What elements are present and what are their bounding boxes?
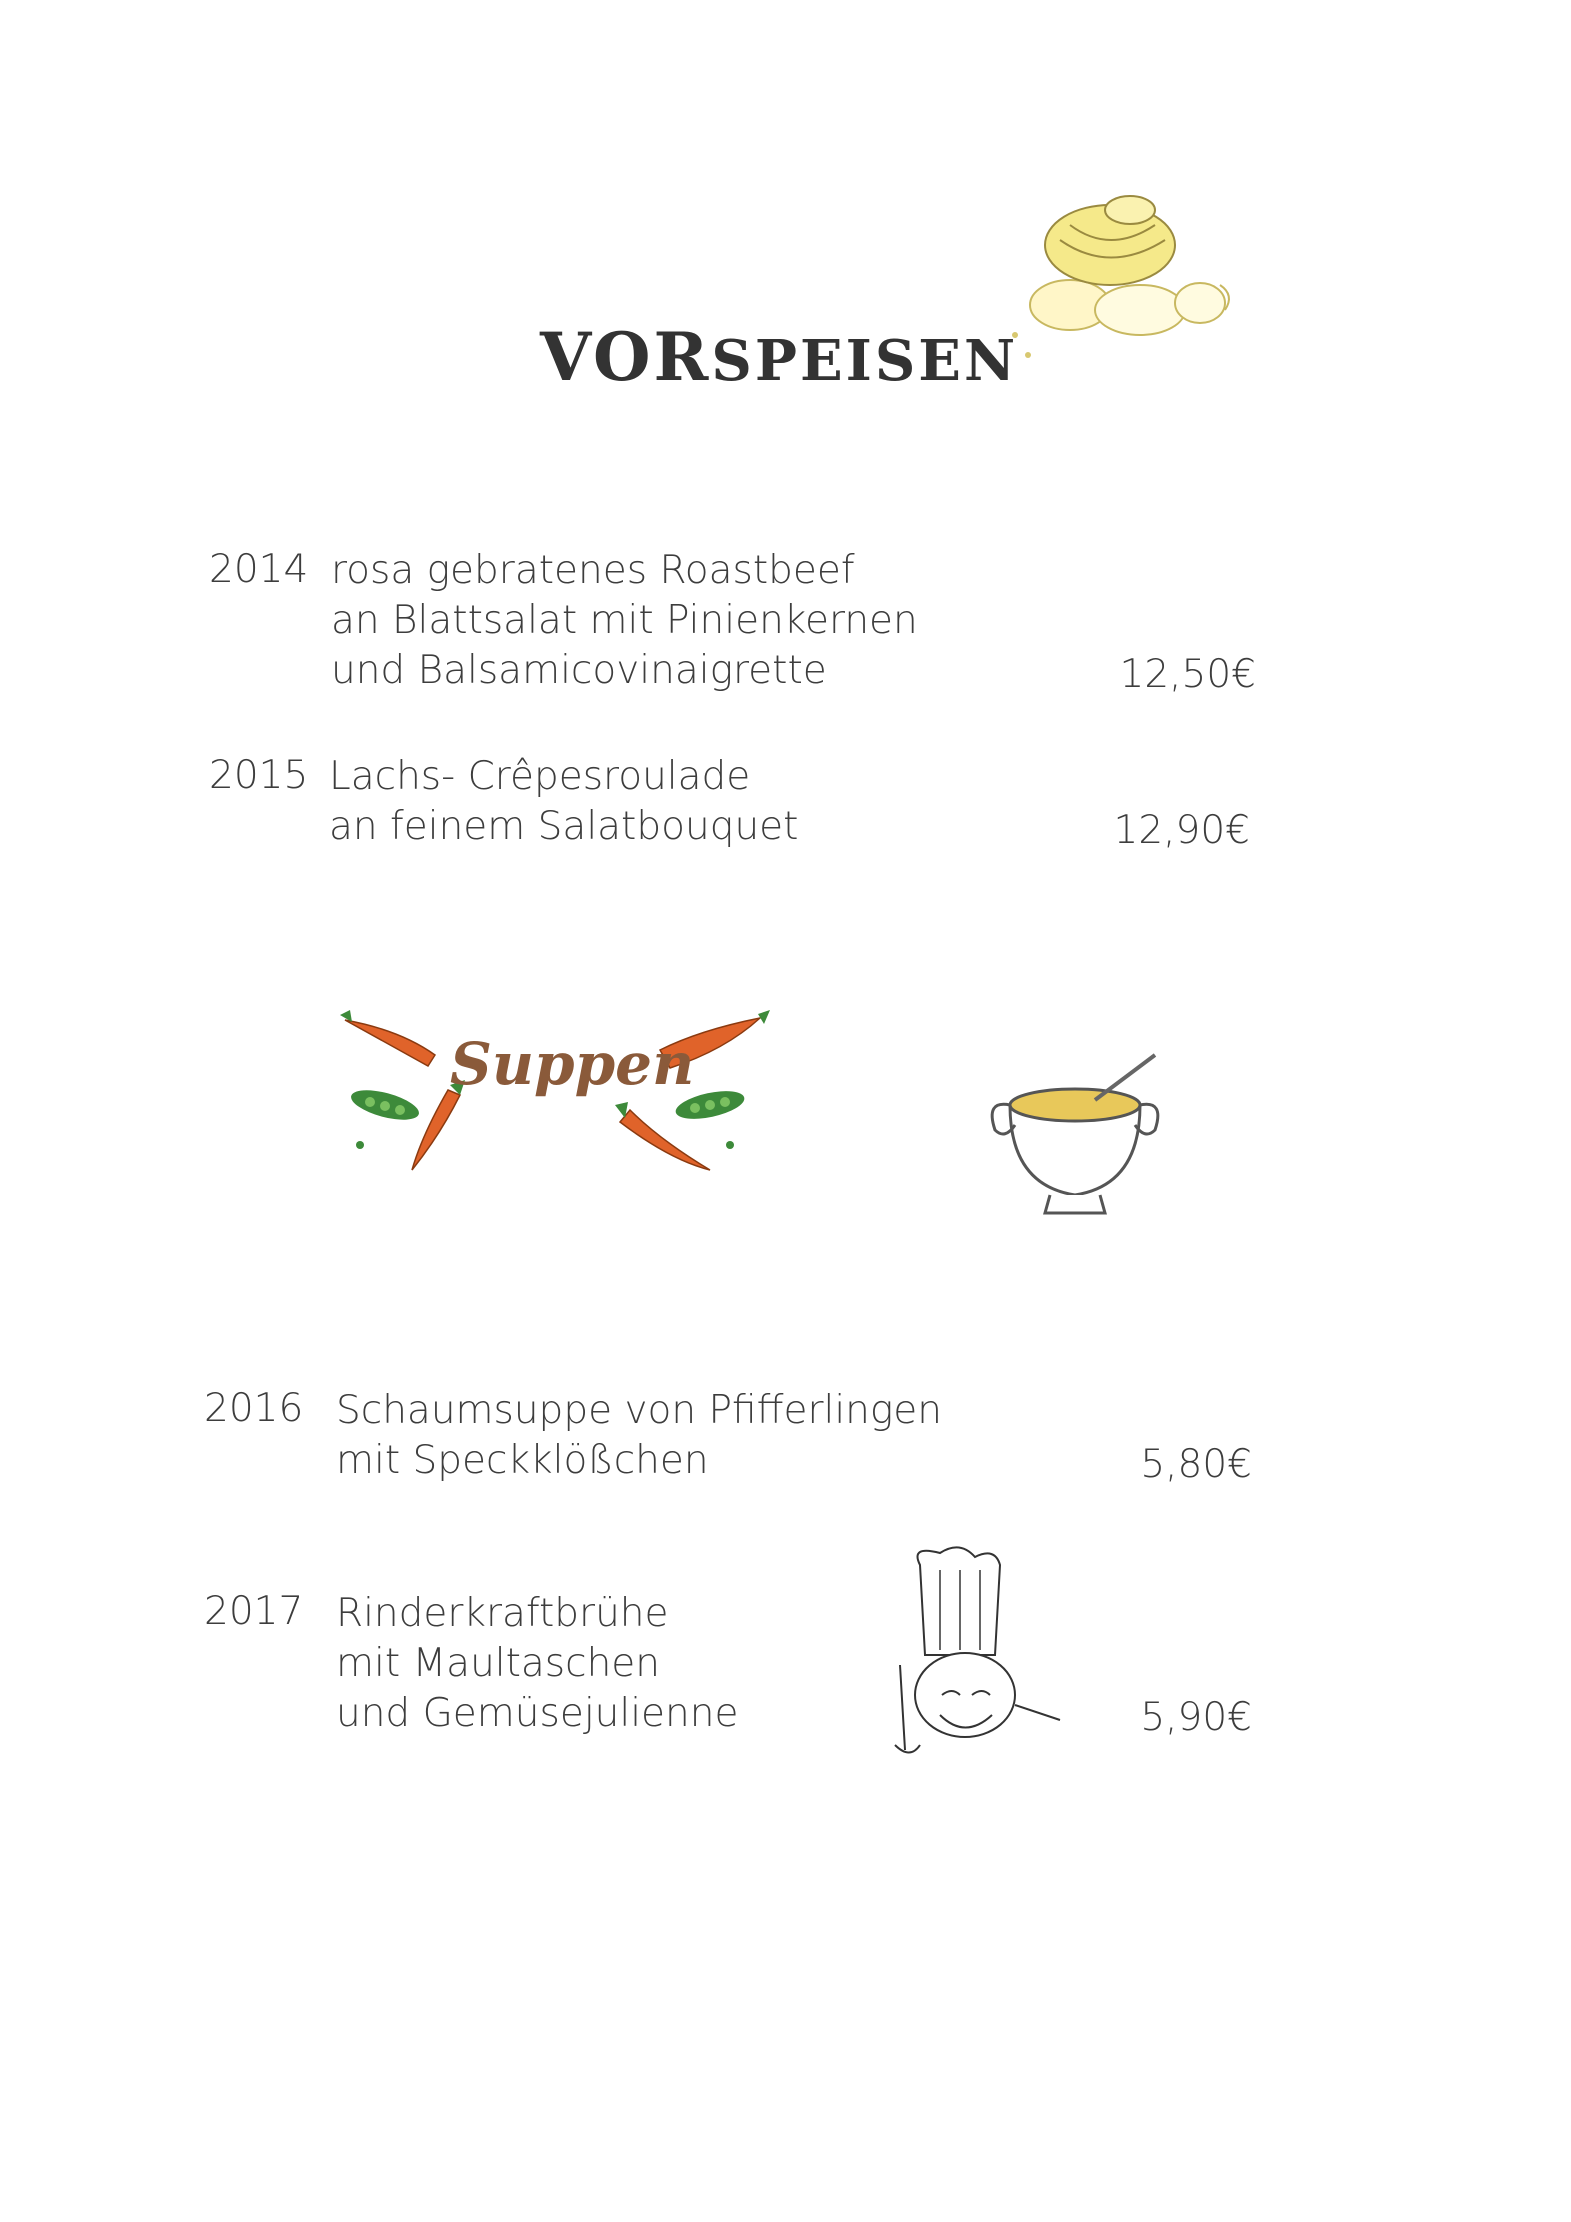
item-line: an feinem Salatbouquet — [329, 804, 799, 849]
item-price: 12,90€ — [1113, 808, 1250, 853]
item-line: rosa gebratenes Roastbeef — [331, 548, 855, 593]
item-price: 5,80€ — [1140, 1442, 1252, 1487]
item-number: 2015 — [209, 753, 309, 798]
item-price: 12,50€ — [1119, 652, 1256, 697]
item-line: mit Speckklößchen — [336, 1438, 709, 1483]
item-number: 2017 — [204, 1589, 304, 1634]
heading-suppen: Suppen — [450, 1030, 695, 1098]
item-line: mit Maultaschen — [336, 1641, 660, 1686]
item-number: 2014 — [209, 547, 309, 592]
item-line: Schaumsuppe von Pfifferlingen — [336, 1388, 943, 1433]
item-number: 2016 — [204, 1386, 304, 1431]
item-line: Lachs- Crêpesroulade — [329, 754, 751, 799]
carrot-icon — [340, 1010, 435, 1066]
soup-pot-icon — [980, 1045, 1170, 1225]
item-line: und Gemüsejulienne — [336, 1691, 739, 1736]
item-line: Rinderkraftbrühe — [336, 1591, 669, 1636]
item-line: an Blattsalat mit Pinienkernen — [331, 598, 918, 643]
item-price: 5,90€ — [1140, 1695, 1252, 1740]
item-line: und Balsamicovinaigrette — [331, 648, 827, 693]
heading-vorspeisen: VORSPEISEN — [540, 318, 1019, 396]
pea-pod-icon — [348, 1084, 422, 1125]
bread-basket-icon — [1000, 185, 1240, 375]
